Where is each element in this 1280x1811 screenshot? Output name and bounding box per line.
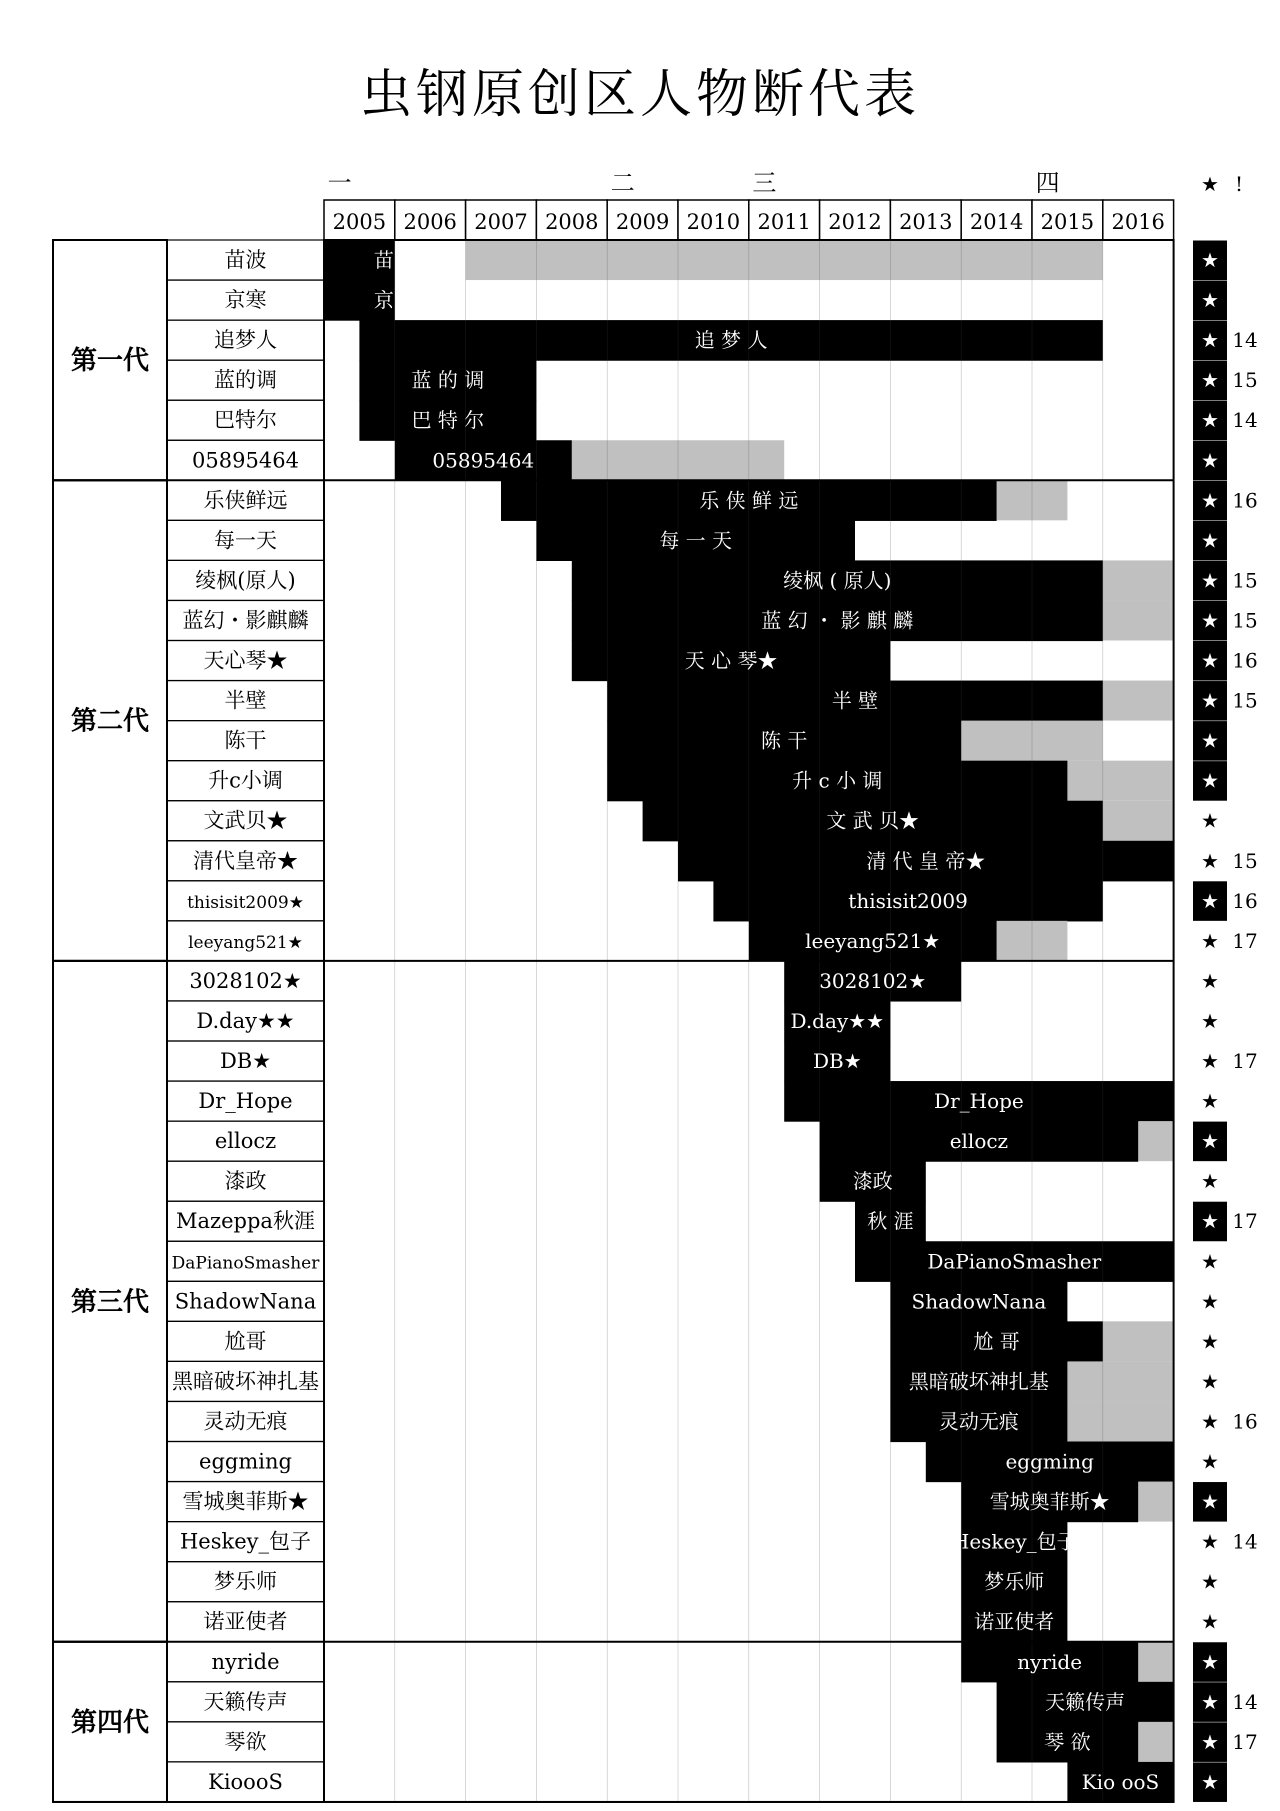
star-mark: ★ <box>1201 728 1219 753</box>
right-header-exclaim: ! <box>1234 172 1244 196</box>
person-name: 诺亚使者 <box>203 1609 288 1634</box>
bar-label: 半 壁 <box>831 688 879 713</box>
person-name: 蓝幻・影麒麟 <box>182 608 309 633</box>
bar-label: 每 一 天 <box>659 528 733 553</box>
star-mark: ★ <box>1201 568 1219 593</box>
star-mark: ★ <box>1201 488 1219 513</box>
year-label: 2005 <box>332 210 387 234</box>
person-name: 雪城奥菲斯★ <box>182 1489 309 1514</box>
bar-label: DB★ <box>812 1049 862 1074</box>
bar-label: 漆政 <box>852 1169 893 1194</box>
person-name: 京寒 <box>224 288 267 313</box>
star-mark: ★ <box>1201 1729 1219 1754</box>
bar-label: 尬 哥 <box>973 1329 1020 1354</box>
bar-label: 蓝 的 调 <box>411 368 485 393</box>
side-note: 15 <box>1232 608 1258 633</box>
bar-label: 乐 侠 鲜 远 <box>699 488 799 513</box>
side-note: 16 <box>1232 1409 1258 1434</box>
person-name: 绫枫(原人) <box>195 568 296 593</box>
side-note: 17 <box>1232 1049 1258 1074</box>
era-label: 四 <box>1035 169 1060 197</box>
star-mark: ★ <box>1201 1289 1219 1314</box>
bar-label: 琴 欲 <box>1044 1729 1091 1754</box>
person-name: Dr_Hope <box>198 1089 293 1114</box>
star-mark: ★ <box>1201 1249 1219 1274</box>
person-name: 天籁传声 <box>203 1689 288 1714</box>
year-label: 2015 <box>1040 210 1095 234</box>
year-label: 2016 <box>1111 210 1165 234</box>
bar-label: 文 武 贝★ <box>826 808 920 833</box>
bar-label: 梦乐师 <box>984 1569 1045 1594</box>
bar-label: 诺亚使者 <box>974 1609 1055 1634</box>
era-label: 三 <box>752 169 777 197</box>
bar-label: 3028102★ <box>819 968 927 993</box>
generation-label: 第二代 <box>70 706 150 737</box>
person-name: 文武贝★ <box>203 808 288 833</box>
bar-label: 追 梦 人 <box>694 328 768 353</box>
bar-label: nyride <box>1017 1649 1083 1674</box>
person-name: nyride <box>211 1649 280 1674</box>
bar-label: Kio ooS <box>1081 1769 1160 1794</box>
star-mark: ★ <box>1201 1409 1219 1434</box>
star-mark: ★ <box>1201 928 1219 953</box>
side-note: 17 <box>1232 928 1258 953</box>
year-label: 2008 <box>545 210 599 234</box>
partial-bar <box>1138 1482 1173 1522</box>
bar-label: leeyang521★ <box>805 928 941 953</box>
year-label: 2011 <box>757 210 811 234</box>
side-note: 14 <box>1232 1689 1258 1714</box>
bar-label: 黑暗破坏神扎基 <box>908 1369 1049 1394</box>
star-mark: ★ <box>1201 1689 1219 1714</box>
star-mark: ★ <box>1201 648 1219 673</box>
year-label: 2009 <box>615 210 670 234</box>
star-mark: ★ <box>1201 328 1219 353</box>
right-header-star: ★ <box>1201 172 1219 196</box>
side-note: 15 <box>1232 568 1258 593</box>
year-label: 2012 <box>828 210 882 234</box>
person-name: KioooS <box>208 1769 283 1794</box>
partial-bar <box>1103 1321 1174 1361</box>
side-note: 14 <box>1232 328 1258 353</box>
bar-label: 陈 干 <box>761 728 808 753</box>
star-mark: ★ <box>1201 968 1219 993</box>
person-name: 尬哥 <box>224 1329 267 1354</box>
star-mark: ★ <box>1201 888 1219 913</box>
star-mark: ★ <box>1201 608 1219 633</box>
bar-label: 升 c 小 调 <box>792 768 883 793</box>
bar-label: 天籁传声 <box>1045 1689 1126 1714</box>
star-mark: ★ <box>1201 1008 1219 1033</box>
person-name: 半壁 <box>224 688 267 713</box>
bar-label: 灵动无痕 <box>938 1409 1019 1434</box>
side-note: 14 <box>1232 1529 1258 1554</box>
person-name: DaPianoSmasher <box>171 1253 320 1274</box>
bar-label: Heskey_包子 <box>951 1529 1077 1554</box>
person-name: eggming <box>199 1449 292 1474</box>
star-mark: ★ <box>1201 1369 1219 1394</box>
bar-label: 蓝 幻 ・ 影 麒 麟 <box>761 608 914 633</box>
star-mark: ★ <box>1201 1169 1219 1194</box>
person-name: 灵动无痕 <box>203 1409 288 1434</box>
bar-label: Dr_Hope <box>934 1089 1024 1114</box>
person-name: 黑暗破坏神扎基 <box>172 1369 319 1394</box>
side-note: 15 <box>1232 848 1258 873</box>
star-mark: ★ <box>1201 288 1219 313</box>
person-name: Heskey_包子 <box>179 1529 312 1554</box>
star-mark: ★ <box>1201 1489 1219 1514</box>
partial-bar <box>1067 761 1173 801</box>
bar-label: eggming <box>1005 1449 1094 1474</box>
side-note: 16 <box>1232 888 1258 913</box>
chart-title: 虫钢原创区人物断代表 <box>359 65 920 125</box>
star-mark: ★ <box>1201 1609 1219 1634</box>
generation-label: 第四代 <box>70 1707 150 1738</box>
side-note: 16 <box>1232 488 1258 513</box>
bar-label: 05895464 <box>432 448 535 473</box>
person-name: DB★ <box>219 1049 272 1074</box>
partial-bar <box>1138 1722 1173 1762</box>
person-name: ellocz <box>214 1129 277 1154</box>
star-mark: ★ <box>1201 1529 1219 1554</box>
star-mark: ★ <box>1201 1769 1219 1794</box>
bar-label: ellocz <box>949 1129 1009 1154</box>
person-name: 梦乐师 <box>214 1569 277 1594</box>
generation-label: 第三代 <box>70 1287 150 1318</box>
star-mark: ★ <box>1201 448 1219 473</box>
partial-bar <box>1067 1401 1173 1441</box>
star-mark: ★ <box>1201 1209 1219 1234</box>
side-note: 17 <box>1232 1209 1258 1234</box>
bar-label: 秋 涯 <box>867 1209 914 1234</box>
star-mark: ★ <box>1201 1449 1219 1474</box>
bar-label: 绫枫 ( 原人) <box>783 568 892 593</box>
generation-label: 第一代 <box>70 346 150 377</box>
bar-label: D.day★★ <box>790 1008 885 1033</box>
person-name: 漆政 <box>224 1169 267 1194</box>
star-mark: ★ <box>1201 808 1219 833</box>
bar-label: ShadowNana <box>911 1289 1047 1314</box>
star-mark: ★ <box>1201 768 1219 793</box>
side-note: 15 <box>1232 368 1258 393</box>
bar-label: DaPianoSmasher <box>927 1249 1102 1274</box>
star-mark: ★ <box>1201 408 1219 433</box>
star-mark: ★ <box>1201 1089 1219 1114</box>
star-mark: ★ <box>1201 1569 1219 1594</box>
star-mark: ★ <box>1201 528 1219 553</box>
person-name: ShadowNana <box>174 1289 317 1314</box>
era-label: 二 <box>610 169 635 197</box>
person-name: 乐侠鲜远 <box>203 488 288 513</box>
partial-bar <box>466 240 1103 280</box>
person-name: 3028102★ <box>189 968 302 993</box>
side-note: 15 <box>1232 688 1258 713</box>
person-name: 蓝的调 <box>214 368 277 393</box>
star-mark: ★ <box>1201 848 1219 873</box>
person-name: 追梦人 <box>214 328 277 353</box>
person-name: 05895464 <box>192 448 299 473</box>
bar-label: 苗 波 <box>373 248 421 273</box>
partial-bar <box>1067 1361 1173 1401</box>
year-label: 2007 <box>474 210 528 234</box>
star-mark: ★ <box>1201 1649 1219 1674</box>
person-name: D.day★★ <box>196 1008 295 1033</box>
side-note: 16 <box>1232 648 1258 673</box>
year-label: 2013 <box>899 210 953 234</box>
era-label: 一 <box>327 169 352 197</box>
year-label: 2010 <box>686 210 741 234</box>
bar-label: 天 心 琴★ <box>684 648 778 673</box>
star-mark: ★ <box>1201 1049 1219 1074</box>
side-note: 17 <box>1232 1729 1258 1754</box>
person-name: 每一天 <box>214 528 277 553</box>
partial-bar <box>1103 600 1174 640</box>
person-name: 清代皇帝★ <box>193 848 298 873</box>
person-name: leeyang521★ <box>188 932 303 953</box>
star-mark: ★ <box>1201 688 1219 713</box>
star-mark: ★ <box>1201 248 1219 273</box>
star-mark: ★ <box>1201 368 1219 393</box>
bar-label: thisisit2009 <box>848 888 968 913</box>
person-name: 琴欲 <box>224 1729 267 1754</box>
partial-bar <box>1138 1642 1173 1682</box>
bar-label: 京 寒 <box>373 288 421 313</box>
partial-bar <box>1103 560 1174 600</box>
side-note: 14 <box>1232 408 1258 433</box>
person-name: 巴特尔 <box>214 408 277 433</box>
person-name: 苗波 <box>224 248 267 273</box>
partial-bar <box>1103 801 1174 841</box>
person-name: 天心琴★ <box>203 648 288 673</box>
year-label: 2014 <box>969 210 1024 234</box>
partial-bar <box>1138 1121 1173 1161</box>
star-mark: ★ <box>1201 1129 1219 1154</box>
bar-label: 雪城奥菲斯★ <box>989 1489 1110 1514</box>
person-name: 陈干 <box>224 728 267 753</box>
person-name: thisisit2009★ <box>187 892 304 913</box>
person-name: 升c小调 <box>208 768 283 793</box>
partial-bar <box>1103 681 1174 721</box>
person-name: Mazeppa秋涯 <box>176 1209 315 1234</box>
bar-label: 巴 特 尔 <box>411 408 485 433</box>
bar-label: 清 代 皇 帝★ <box>866 848 986 873</box>
year-label: 2006 <box>403 210 457 234</box>
star-mark: ★ <box>1201 1329 1219 1354</box>
